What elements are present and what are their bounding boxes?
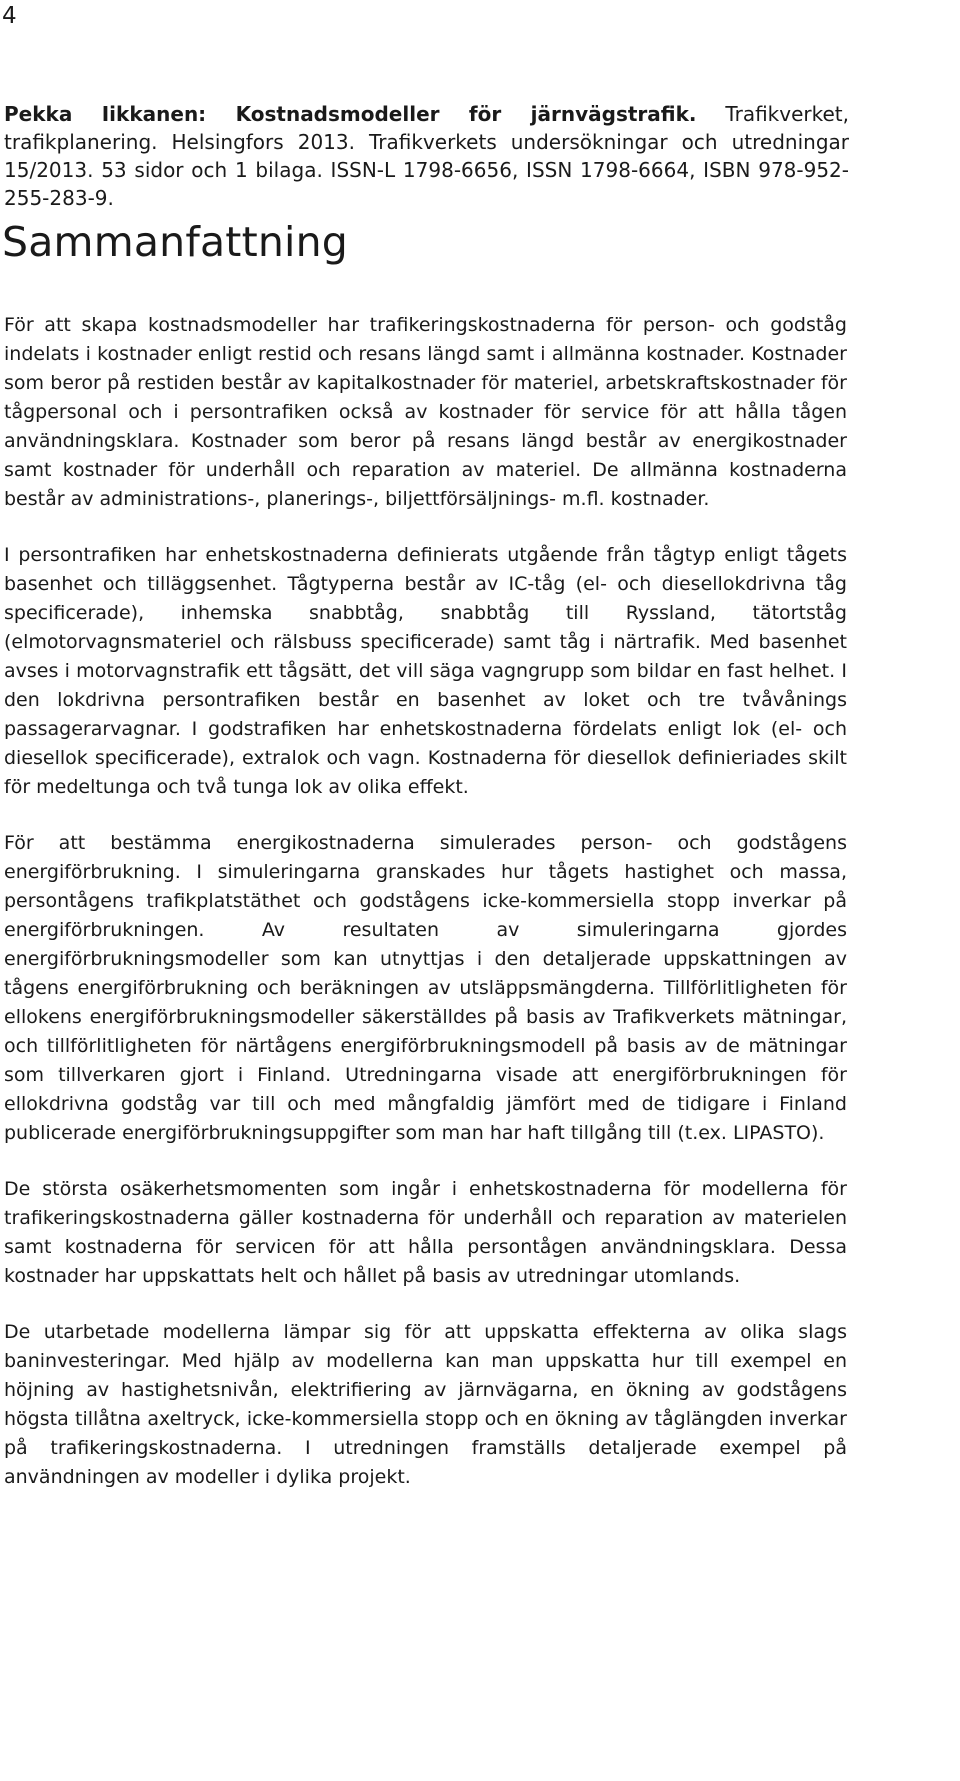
summary-body — [4, 311, 847, 1519]
citation-details: Trafikverket, trafikplanering. Helsingfors 2013. Trafikverkets undersökningar och utredningar 15/2013. 53 sidor och 1 bilaga. ISSN-L 1798-6656, ISSN 1798-6664, ISBN 978-952-255-283-9. — [4, 102, 850, 210]
page-number: 4 — [2, 3, 17, 29]
bibliographic-citation — [4, 100, 849, 212]
paragraph-uncertainties: De största osäkerhetsmomenten som ingår i enhetskostnaderna för modellerna för trafikeringskostnaderna gäller kostnaderna för underhåll och reparation av materielen samt kostnaderna för servicen för att hålla persontågen användningsklara. Dessa kostnader har uppskattats helt och hållet på basis av utredningar utomlands. — [4, 1178, 847, 1287]
paragraph-cost-categories: För att skapa kostnadsmodeller har trafikeringskostnaderna för person- och godståg indelats i kostnader enligt restid och resans längd samt i allmänna kostnader. Kostnader som beror på restiden består av kapitalkostnader för materiel, arbetskraftskostnader för tågpersonal och i persontrafiken också av kostnader för service för att hålla tågen användningsklara. Kostnader som beror på resans längd består av energikostnader samt kostnader för underhåll och reparation av materiel. De allmänna kostnaderna består av administrations-, planerings-, biljettförsäljnings- m.fl. kostnader. — [4, 314, 847, 510]
paragraph-energy-costs: För att bestämma energikostnaderna simulerades person- och godstågens energiförbrukning. I simuleringarna granskades hur tågets hastighet och massa, persontågens trafikplatstäthet och godstågens icke-kommersiella stopp inverkar på energiförbrukningen. Av resultaten av simuleringarna gjordes energiförbrukningsmodeller som kan utnyttjas i den detaljerade uppskattningen av tågens energiförbrukning och beräkningen av utsläppsmängderna. Tillförlitligheten för ellokens energiförbrukningsmodeller säkerställdes på basis av Trafikverkets mätningar, och tillförlitligheten för närtågens energiförbrukningsmodell på basis av de mätningar som tillverkaren gjort i Finland. Utredningarna visade att energiförbrukningen för ellokdrivna godståg var till och med mångfaldig jämfört med de tidigare i Finland publicerade energiförbrukningsuppgifter som man har haft tillgång till (t.ex. LIPASTO). — [4, 832, 847, 1144]
paragraph-applications: De utarbetade modellerna lämpar sig för att uppskatta effekterna av olika slags baninvesteringar. Med hjälp av modellerna kan man uppskatta hur till exempel en höjning av hastighetsnivån, elektrifiering av järnvägarna, en ökning av godstågens högsta tillåtna axeltryck, icke-kommersiella stopp och en ökning av tåglängden inverkar på trafikeringskostnaderna. I utredningen framställs detaljerade exempel på användningen av modeller i dylika projekt. — [4, 1321, 847, 1488]
citation-author-title: Pekka Iikkanen: Kostnadsmodeller för järnvägstrafik. — [4, 102, 697, 126]
section-heading: Sammanfattning — [2, 218, 349, 266]
paragraph-unit-costs: I persontrafiken har enhetskostnaderna definierats utgående från tågtyp enligt tågets basenhet och tilläggsenhet. Tågtyperna består av IC-tåg (el- och diesellokdrivna tåg specificerade), inhemska snabbtåg, snabbtåg till Ryssland, tätortståg (elmotorvagnsmateriel och rälsbuss specificerade) samt tåg i närtrafik. Med basenhet avses i motorvagnstrafik ett tågsätt, det vill säga vagngrupp som bildar en fast helhet. I den lokdrivna persontrafiken består en basenhet av loket och tre tvåvånings passagerarvagnar. I godstrafiken har enhetskostnaderna fördelats enligt lok (el- och diesellok specificerade), extralok och vagn. Kostnaderna för diesellok definieriades skilt för medeltunga och två tunga lok av olika effekt. — [4, 544, 847, 798]
